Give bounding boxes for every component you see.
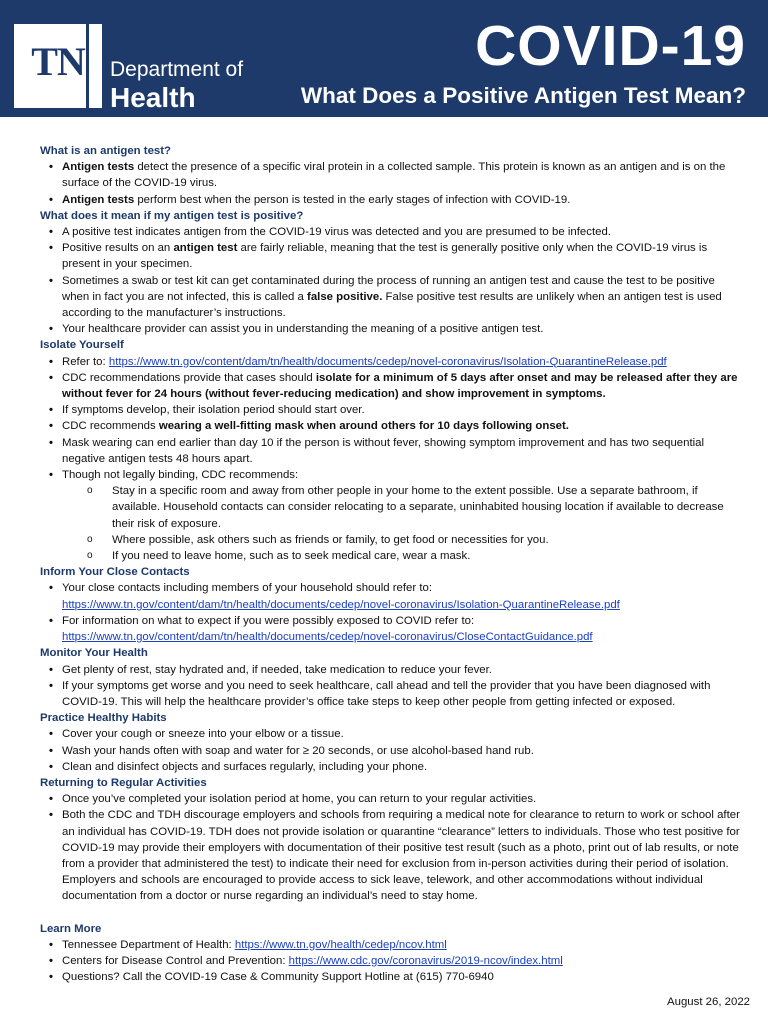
sub-list-item: o If you need to leave home, such as to seek medical care, wear a mask. (112, 548, 740, 564)
heading-positive-meaning: What does it mean if my antigen test is positive? (40, 209, 304, 222)
close-contact-guidance-link[interactable]: https://www.tn.gov/content/dam/tn/health/documents/cedep/novel-coronavirus/CloseContactGuidance.pdf (62, 631, 593, 644)
heading-returning-activities: Returning to Regular Activities (40, 776, 207, 789)
bold-term: false positive. (307, 290, 383, 303)
item-text: CDC recommendations provide that cases should (62, 371, 316, 384)
list-item (62, 613, 740, 645)
page-title: COVID-19 (475, 14, 746, 78)
list-item (62, 953, 740, 969)
list-item (62, 159, 740, 191)
contacts-isolation-link[interactable]: https://www.tn.gov/content/dam/tn/health/documents/cedep/novel-coronavirus/Isolation-QuarantineRelease.pdf (62, 598, 620, 611)
item-text: Your close contacts including members of your household should refer to: (62, 582, 432, 595)
bold-term: Antigen tests (62, 193, 135, 206)
sub-list-cdc-recommends (62, 483, 740, 564)
bold-term: wearing a well-fitting mask when around others for 10 days following onset. (158, 420, 569, 433)
list-item: • Your healthcare provider can assist you in understanding the meaning of a positive antigen test. (62, 321, 740, 337)
list-item (62, 354, 740, 370)
list-item: • A positive test indicates antigen from the COVID-19 virus was detected and you are presumed to be infected. (62, 224, 740, 240)
list-item: • Both the CDC and TDH discourage employers and schools from requiring a medical note for clearance to return to work or school after an individual has COVID-19. TDH does not provide isolation or quarantine “clearance” letters to individuals. Those who test positive for COVID-19 may provide their employers with documentation of their positive test result (such as a photo, print out of lab results, or note from a provider that administered the test) to indicate their need for exclusion from in-person activities during their period of isolation. Employers and schools are encouraged to provide access to sick leave, telework, and other accommodations without individual documentation from a doctor or nurse regarding an individual’s need to stay home. (62, 807, 740, 904)
list-item (62, 418, 740, 434)
department-health: Health (110, 82, 196, 113)
page-subtitle: What Does a Positive Antigen Test Mean? (300, 83, 746, 108)
heading-healthy-habits: Practice Healthy Habits (40, 712, 167, 725)
item-text: Refer to: (62, 355, 109, 368)
item-text: Sometimes a swab or test kit can get contaminated during the process of running an antigen test and cause the test to be positive when in fact you are not infected, this is called a (62, 274, 715, 303)
item-text: False positive test results are unlikely when an antigen test is used according to the manufacturer’s instructions. (62, 290, 722, 320)
heading-isolate-yourself: Isolate Yourself (40, 339, 124, 352)
list-item (62, 580, 740, 612)
item-text: Centers for Disease Control and Prevention: (62, 954, 289, 967)
spacer (40, 905, 740, 921)
list-item: • Once you’ve completed your isolation period at home, you can return to your regular activities. (62, 791, 740, 807)
list-isolate (40, 354, 740, 565)
list-item (62, 467, 740, 564)
document-date: August 26, 2022 (667, 996, 750, 1008)
list-item: • If your symptoms get worse and you need to seek healthcare, call ahead and tell the provider that you have been diagnosed with COVID-19. This will help the healthcare provider’s office take steps to keep other people from getting infected or exposed. (62, 678, 740, 710)
heading-monitor-health: Monitor Your Health (40, 647, 148, 660)
heading-inform-close-contacts: Inform Your Close Contacts (40, 566, 190, 579)
list-item (62, 240, 740, 272)
list-learn-more (40, 937, 740, 986)
list-habits (40, 726, 740, 775)
list-item: • If symptoms develop, their isolation period should start over. (62, 402, 740, 418)
list-item (62, 937, 740, 953)
list-item: • Get plenty of rest, stay hydrated and, if needed, take medication to reduce your fever. (62, 662, 740, 678)
item-text: perform best when the person is tested in the early stages of infection with COVID-19. (134, 193, 571, 206)
logo-divider (86, 24, 89, 108)
list-returning (40, 791, 740, 904)
list-item (62, 370, 740, 402)
item-text: detect the presence of a specific viral protein in a collected sample. This protein is known as an antigen and is on the surface of the COVID-19 virus. (62, 161, 726, 190)
item-text: For information on what to expect if you were possibly exposed to COVID refer to: (62, 614, 475, 627)
cdc-link[interactable]: https://www.cdc.gov/coronavirus/2019-ncov/index.html (288, 954, 563, 967)
list-antigen (40, 159, 740, 208)
heading-learn-more: Learn More (40, 922, 102, 935)
list-positive (40, 224, 740, 337)
list-item (62, 192, 740, 208)
document-body (40, 143, 740, 985)
sub-list-item: o Stay in a specific room and away from other people in your home to the extent possible. Use a separate bathroom, if available. Household contacts can consider relocating to a separate, uninhabited housing location if available to decrease their risk of exposure. (112, 483, 740, 532)
list-item: • Clean and disinfect objects and surfaces regularly, including your phone. (62, 759, 740, 775)
item-text: CDC recommends (62, 420, 159, 433)
header-banner (0, 0, 768, 117)
list-item: • Questions? Call the COVID-19 Case & Community Support Hotline at (615) 770-6940 (62, 969, 740, 985)
bold-term: antigen test (173, 242, 238, 255)
bold-term: isolate for a minimum of 5 days after onset and may be released after they are without fever for 24 hours (without fever-reducing medication) and show improvement in symptoms. (62, 371, 738, 401)
bold-term: Antigen tests (62, 161, 135, 174)
item-text: Though not legally binding, CDC recommends: (62, 469, 299, 482)
list-item: • Cover your cough or sneeze into your elbow or a tissue. (62, 726, 740, 742)
item-text: Tennessee Department of Health: (62, 938, 235, 951)
list-item: • Mask wearing can end earlier than day 10 if the person is without fever, showing symptom improvement and has two sequential negative antigen tests 48 hours apart. (62, 435, 740, 467)
isolation-quarantine-link[interactable]: https://www.tn.gov/content/dam/tn/health/documents/cedep/novel-coronavirus/Isolation-QuarantineRelease.pdf (108, 355, 667, 368)
department-name: Department of (110, 58, 244, 81)
sub-list-item: o Where possible, ask others such as friends or family, to get food or necessities for you. (112, 532, 740, 548)
list-item (62, 273, 740, 322)
item-text: are fairly reliable, meaning that the test is generally positive only when the COVID-19 virus is present in your specimen. (62, 242, 708, 271)
tn-health-link[interactable]: https://www.tn.gov/health/cedep/ncov.html (234, 938, 447, 951)
item-text: Positive results on an (62, 242, 174, 255)
list-contacts (40, 580, 740, 645)
logo-text: TN (31, 39, 85, 84)
list-monitor (40, 662, 740, 711)
list-item: • Wash your hands often with soap and water for ≥ 20 seconds, or use alcohol-based hand rub. (62, 743, 740, 759)
heading-what-is-antigen-test: What is an antigen test? (40, 145, 172, 157)
